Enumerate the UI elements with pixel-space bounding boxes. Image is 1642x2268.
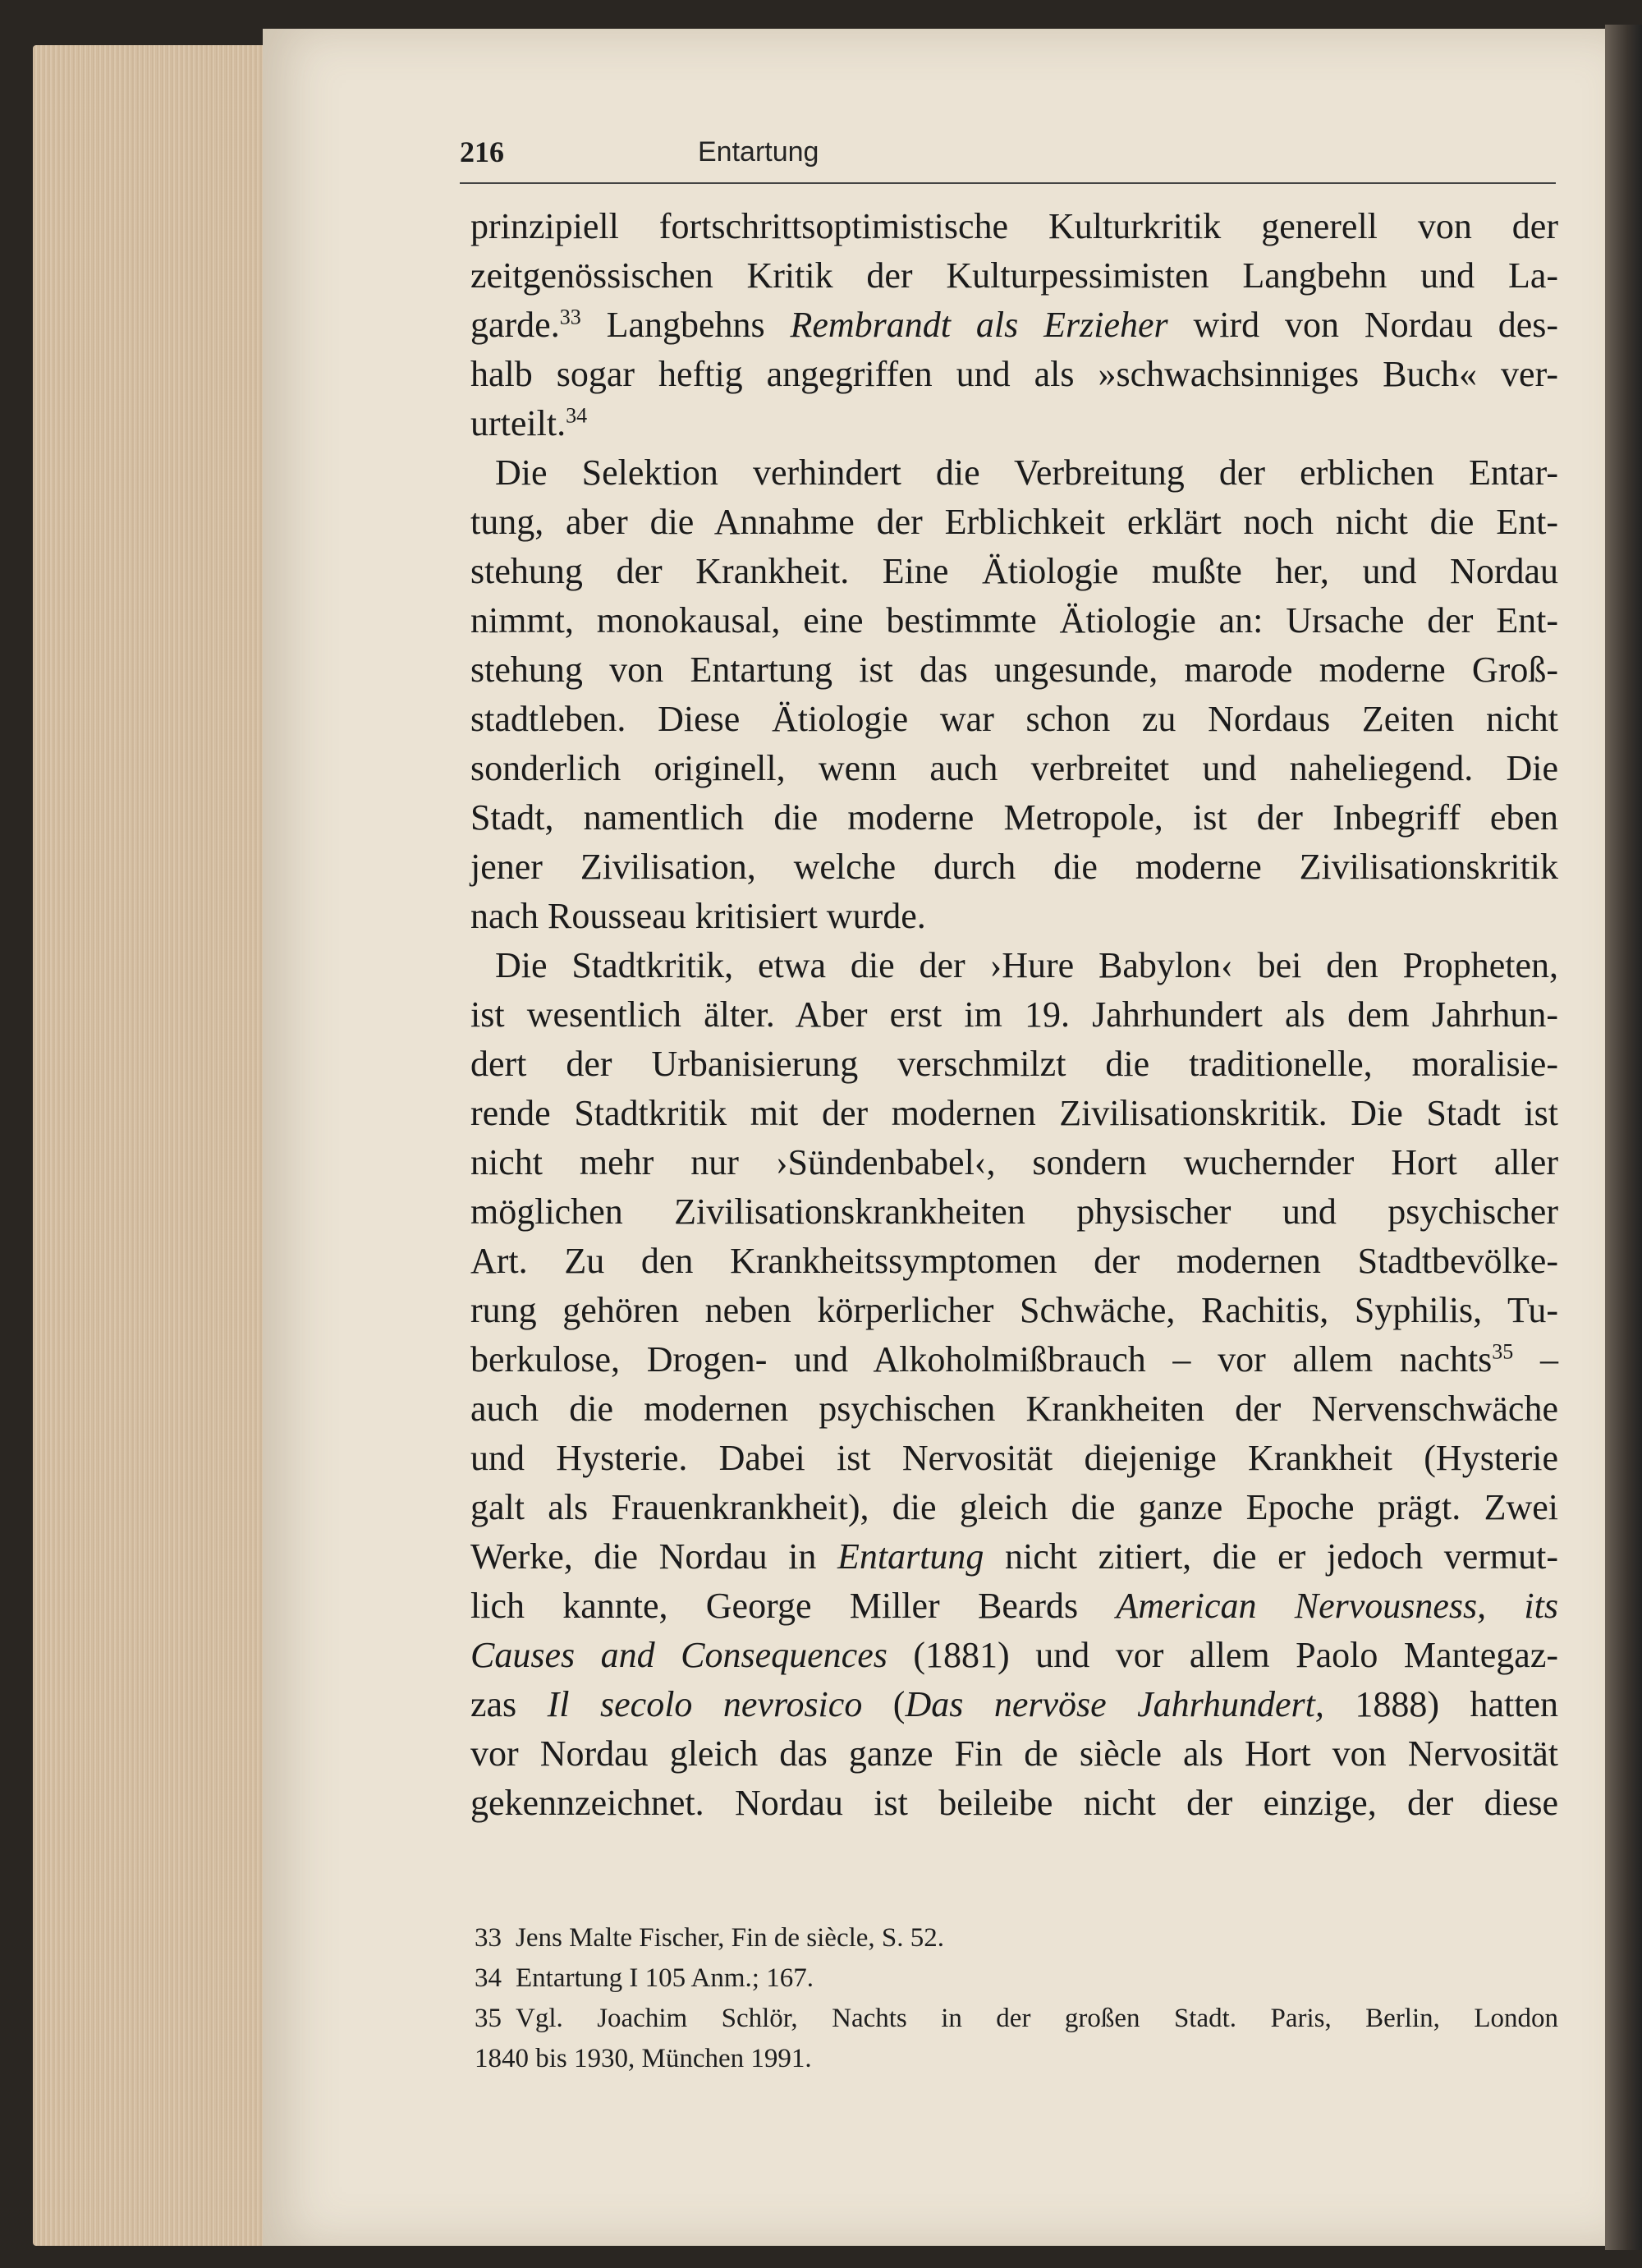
footnote-34: 34 Entartung I 105 Anm.; 167. (475, 1963, 814, 1993)
book-spine (1605, 25, 1642, 2250)
text-line: jener Zivilisation, welche durch die moderne Zivilisationskritik (470, 847, 1558, 887)
text-line: zeitgenössischen Kritik der Kulturpessimisten Langbehn und La- (470, 255, 1558, 296)
main-text (470, 202, 1558, 1828)
text-line: ist wesentlich älter. Aber erst im 19. Jahrhundert als dem Jahrhun- (470, 994, 1558, 1035)
footnote-33: 33 Jens Malte Fischer, Fin de siècle, S. 52. (475, 1923, 945, 1953)
page-stack-edge (33, 45, 279, 2246)
text-line: tung, aber die Annahme der Erblichkeit erklärt noch nicht die Ent- (470, 502, 1558, 542)
footnote-35: 35 Vgl. Joachim Schlör, Nachts in der großen Stadt. Paris, Berlin, London (475, 2004, 1558, 2033)
text-line: stehung der Krankheit. Eine Ätiologie mußte her, und Nordau (470, 551, 1558, 591)
text-line: möglichen Zivilisationskrankheiten physischer und psychischer (470, 1191, 1558, 1232)
text-line: Die Stadtkritik, etwa die der ›Hure Babylon‹ bei den Propheten, (495, 945, 1558, 985)
book-title: Causes and Consequences (470, 1635, 888, 1675)
footnote-ref-34: 34 (566, 403, 588, 428)
book-title: Rembrandt als Erzieher (790, 305, 1168, 345)
running-header (460, 131, 1556, 184)
text-line: galt als Frauenkrankheit), die gleich die ganze Epoche prägt. Zwei (470, 1487, 1558, 1527)
text-line: nach Rousseau kritisiert wurde. (470, 896, 926, 936)
footnote-ref-35: 35 (1492, 1339, 1514, 1364)
text-line: stehung von Entartung ist das ungesunde, marode moderne Groß- (470, 650, 1558, 690)
text-line: Stadt, namentlich die moderne Metropole, ist der Inbegriff eben (470, 797, 1558, 838)
text-line: Art. Zu den Krankheitssymptomen der modernen Stadtbevölke- (470, 1241, 1558, 1281)
paragraph-3 (470, 941, 1558, 1828)
footnote-ref-33: 33 (559, 305, 581, 329)
text-line: rung gehören neben körperlicher Schwäche, Rachitis, Syphilis, Tu- (470, 1290, 1558, 1330)
text-line: Werke, die Nordau in Entartung nicht zitiert, die er jedoch vermut- (470, 1536, 1559, 1577)
text-line: rende Stadtkritik mit der modernen Zivilisationskritik. Die Stadt ist (470, 1093, 1558, 1133)
text-line: halb sogar heftig angegriffen und als »schwachsinniges Buch« ver- (470, 354, 1558, 394)
text-line: berkulose, Drogen- und Alkoholmißbrauch – vor allem nachts$^{35}$ – (470, 1339, 1558, 1380)
text-line: gekennzeichnet. Nordau ist beileibe nicht der einzige, der diese (470, 1783, 1558, 1823)
text-line: Causes and Consequences (1881) und vor allem Paolo Mantegaz- (470, 1635, 1558, 1675)
text-line: dert der Urbanisierung verschmilzt die traditionelle, moralisie- (470, 1044, 1558, 1084)
text-line: stadtleben. Diese Ätiologie war schon zu Nordaus Zeiten nicht (470, 699, 1558, 739)
text-line: lich kannte, George Miller Beards American Nervousness, its (470, 1586, 1558, 1626)
text-line: sonderlich originell, wenn auch verbreitet und naheliegend. Die (470, 748, 1558, 788)
footnote-35-continuation: 1840 bis 1930, München 1991. (475, 2044, 812, 2073)
text-line: vor Nordau gleich das ganze Fin de siècle als Hort von Nervosität (470, 1733, 1558, 1774)
running-title: Entartung (698, 136, 819, 168)
text-line: urteilt.$^{34}$ (470, 403, 588, 443)
text-line: Die Selektion verhindert die Verbreitung der erblichen Entar- (495, 452, 1558, 493)
book-title: Das nervöse Jahrhundert, (905, 1684, 1324, 1724)
book-title: Entartung (837, 1536, 984, 1577)
text-line: auch die modernen psychischen Krankheiten der Nervenschwäche (470, 1389, 1558, 1429)
paragraph-1 (470, 202, 1558, 448)
text-line: zas Il secolo nevrosico (Das nervöse Jahrhundert, 1888) hatten (470, 1684, 1558, 1724)
footnotes (475, 1918, 1558, 2079)
text-line: nimmt, monokausal, eine bestimmte Ätiologie an: Ursache der Ent- (470, 600, 1558, 640)
book-title: Il secolo nevrosico (547, 1684, 863, 1724)
text-line: nicht mehr nur ›Sündenbabel‹, sondern wuchernder Hort aller (470, 1142, 1558, 1182)
book-title: American Nervousness, its (1116, 1586, 1558, 1626)
text-line: prinzipiell fortschrittsoptimistische Kulturkritik generell von der (470, 206, 1558, 246)
page-number: 216 (460, 135, 504, 168)
text-line: und Hysterie. Dabei ist Nervosität diejenige Krankheit (Hysterie (470, 1438, 1558, 1478)
text-line: garde.$^{33}$ Langbehns Rembrandt als Erzieher wird von Nordau des- (470, 305, 1558, 345)
paragraph-2 (470, 448, 1558, 941)
